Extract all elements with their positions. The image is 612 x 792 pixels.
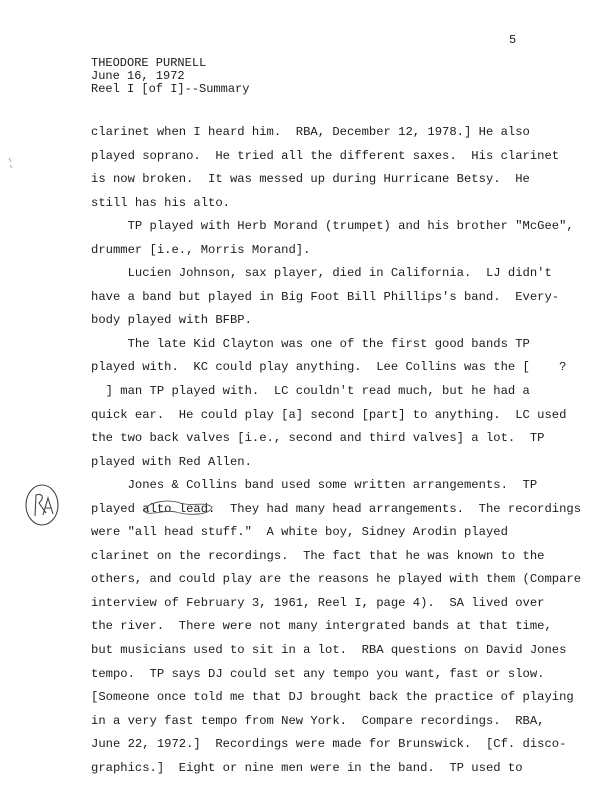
body-line: the river. There were not many intergrated bands at that time, [91, 619, 552, 634]
body-line: the two back valves [i.e., second and third valves] a lot. TP [91, 431, 545, 446]
body-line: body played with BFBP. [91, 313, 252, 328]
handwritten-initials-icon [22, 482, 62, 528]
body-line: drummer [i.e., Morris Morand]. [91, 242, 311, 257]
body-line: but musicians used to sit in a lot. RBA questions on David Jones [91, 643, 567, 658]
body-line: tempo. TP says DJ could set any tempo you want, fast or slow. [91, 666, 545, 681]
handwritten-circle-mark-icon [140, 497, 216, 519]
body-line: have a band but played in Big Foot Bill Phillips's band. Every- [91, 289, 560, 304]
body-line: played with Red Allen. [91, 454, 252, 469]
body-line: graphics.] Eight or nine men were in the band. TP used to [91, 760, 523, 775]
body-line: June 22, 1972.] Recordings were made for Brunswick. [Cf. disco- [91, 737, 567, 752]
document-header [91, 57, 249, 96]
body-line: were "all head stuff." A white boy, Sidney Arodin played [91, 525, 508, 540]
body-line: [Someone once told me that DJ brought back the practice of playing [91, 690, 574, 705]
body-line: played soprano. He tried all the different saxes. His clarinet [91, 148, 560, 163]
header-reel: Reel I [of I]--Summary [91, 82, 250, 96]
page-number: 5 [509, 33, 517, 47]
body-line: played with. KC could play anything. Lee Collins was the [ ? [91, 360, 567, 375]
body-line: others, and could play are the reasons he played with them (Compare [91, 572, 582, 587]
body-line: still has his alto. [91, 195, 230, 210]
body-line: quick ear. He could play [a] second [part] to anything. LC used [91, 407, 567, 422]
body-line: clarinet when I heard him. RBA, December 12, 1978.] He also [91, 125, 530, 139]
body-line: Lucien Johnson, sax player, died in California. LJ didn't [91, 266, 552, 281]
body-line: played alto lead. They had many head arrangements. The recordings [91, 501, 582, 516]
body-line: interview of February 3, 1961, Reel I, page 4). SA lived over [91, 595, 545, 610]
header-date: June 16, 1972 [91, 69, 185, 83]
body-line: in a very fast tempo from New York. Compare recordings. RBA, [91, 713, 545, 728]
body-line: TP played with Herb Morand (trumpet) and his brother "McGee", [91, 219, 574, 234]
body-line: is now broken. It was messed up during Hurricane Betsy. He [91, 172, 530, 187]
body-line: ] man TP played with. LC couldn't read much, but he had a [91, 384, 530, 399]
summary-body [91, 121, 582, 780]
header-name: THEODORE PURNELL [91, 56, 207, 70]
body-line: clarinet on the recordings. The fact that he was known to the [91, 548, 545, 563]
body-line: Jones & Collins band used some written arrangements. TP [91, 478, 538, 493]
body-line: The late Kid Clayton was one of the first good bands TP [91, 336, 530, 351]
margin-speck-icon [6, 156, 16, 170]
